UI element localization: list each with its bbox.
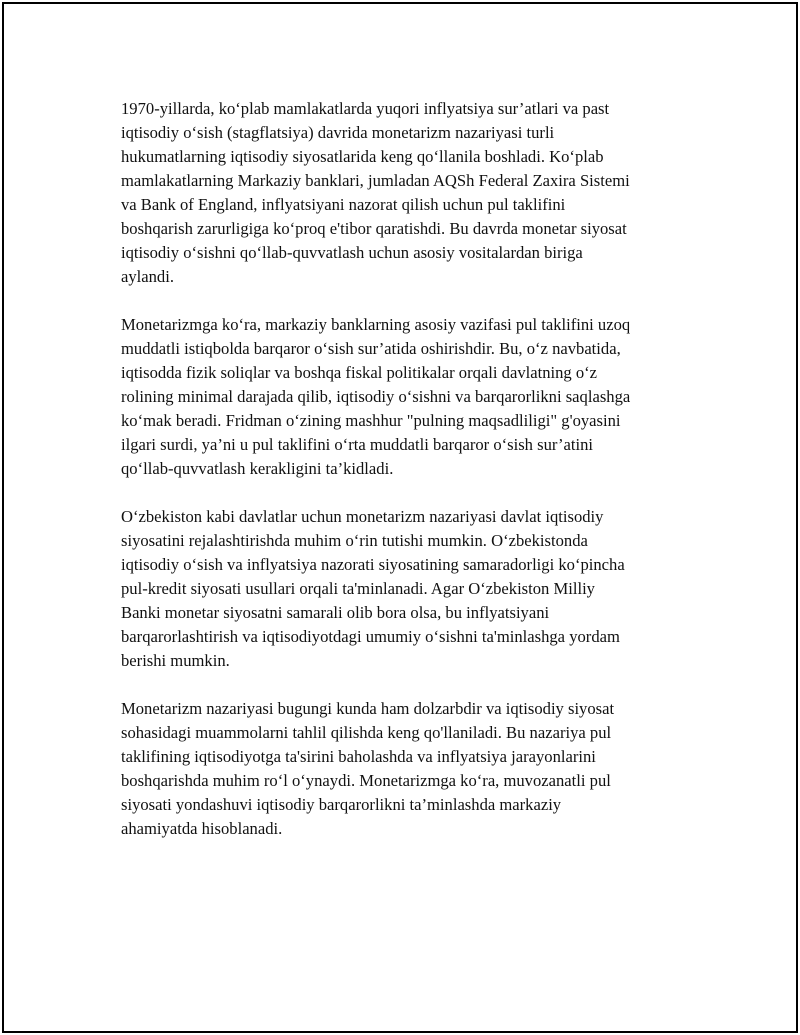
paragraph-1: 1970-yillarda, ko‘plab mamlakatlarda yuqori inflyatsiya sur’atlari va past iqtisodiy o‘sish (stagflatsiya) davrida monetarizm nazariyasi turli hukumatlarning iqtisodiy siyosatlarida keng qo‘llanila boshladi. Ko‘plab mamlakatlarning Markaziy banklari, jumladan AQSh Federal Zaxira Sistemi va Bank of England, inflyatsiyani nazorat qilish uchun pul taklifini boshqarish zarurligiga ko‘proq e'tibor qaratishdi. Bu davrda monetar siyosat iqtisodiy o‘sishni qo‘llab-quvvatlash uchun asosiy vositalardan biriga aylandi.: [121, 99, 630, 286]
paragraph-4: Monetarizm nazariyasi bugungi kunda ham dolzarbdir va iqtisodiy siyosat sohasidagi muammolarni tahlil qilishda keng qo'llaniladi. Bu nazariya pul taklifining iqtisodiyotga ta'sirini baholashda va inflyatsiya jarayonlarini boshqarishda muhim ro‘l o‘ynaydi. Monetarizmga ko‘ra, muvozanatli pul siyosati yondashuvi iqtisodiy barqarorlikni ta’minlashda markaziy ahamiyatda hisoblanadi.: [121, 699, 615, 838]
page-frame: [2, 2, 798, 1033]
paragraph-3: O‘zbekiston kabi davlatlar uchun monetarizm nazariyasi davlat iqtisodiy siyosatini rejalashtirishda muhim o‘rin tutishi mumkin. O‘zbekistonda iqtisodiy o‘sish va inflyatsiya nazorati siyosatining samaradorligi ko‘pincha pul-kredit siyosati usullari orqali ta'minlanadi. Agar O‘zbekiston Milliy Banki monetar siyosatni samarali olib bora olsa, bu inflyatsiyani barqarorlashtirish va iqtisodiyotdagi umumiy o‘sishni ta'minlashga yordam berishi mumkin.: [121, 507, 625, 670]
paragraph-2: Monetarizmga ko‘ra, markaziy banklarning asosiy vazifasi pul taklifini uzoq muddatli istiqbolda barqaror o‘sish sur’atida oshirishdir. Bu, o‘z navbatida, iqtisodda fizik soliqlar va boshqa fiskal politikalar orqali davlatning o‘z rolining minimal darajada qilib, iqtisodiy o‘sishni va barqarorlikni saqlashga ko‘mak beradi. Fridman o‘zining mashhur "pulning maqsadliligi" g'oyasini ilgari surdi, ya’ni u pul taklifini o‘rta muddatli barqaror o‘sish sur’atini qo‘llab-quvvatlash kerakligini ta’kidladi.: [121, 315, 631, 478]
document-body: [121, 97, 687, 865]
